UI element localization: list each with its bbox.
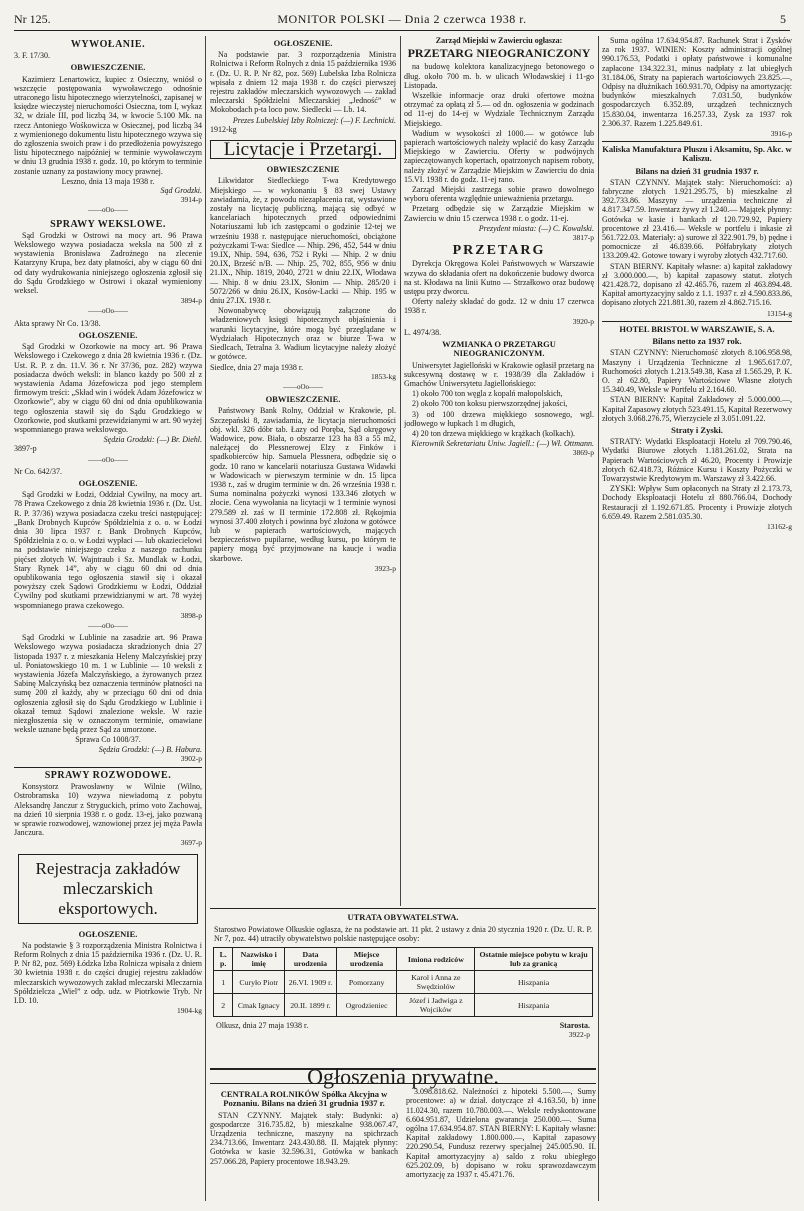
table-header: L. p.	[214, 948, 233, 971]
przetarg-p7: Oferty należy składać do godz. 12 w dniu 17 czerwca 1938 r.	[404, 297, 594, 316]
przetarg-p1: na budowę kolektora kanalizacyjnego betonowego o dług. około 700 m. b. w ulicach Włodawskiej i 11-go Listopada.	[404, 62, 594, 90]
table-cell: 26.VI. 1909 r.	[285, 971, 337, 994]
przetarg-p4: Zarząd Miejski zastrzega sobie prawo dowolnego wyboru oferenta względnie unieważnienia przetargu.	[404, 185, 594, 204]
weksel-ref-4: 3902-p	[180, 753, 202, 763]
centrala-heading: CENTRALA ROLNIKÓW Spółka Akcyjna w Poznaniu. Bilans na dzień 31 grudnia 1937 r.	[220, 1089, 388, 1109]
table-row	[214, 994, 593, 1017]
col4-intro: Suma ogólna 17.634.954.87. Rachunek Strat i Zysków za rok 1937. WINIEN: Koszty administracji ogólnej 990.176.53, Podatki i opłaty państwowe i komunalne zapłacone 134.322.31, minus nadpłaty z lat ubiegłych 31.184.06, Straty na papierach wartościowych 23.825.—, Odpisy na dłużnikach 160.931.70, Odpisy na amortyzację: budynków mieszkalnych 7.031.50, budynków gospodarczych 6.352.89, urządzeń technicznych 15.830.04, inwentarza 16.257.33, Zysk za 1937 rok 2.306.37. Razem 1.225.849.61.	[602, 36, 792, 128]
ogloszenie-ref: 1904-kg	[177, 1006, 202, 1016]
separator: ——oOo——	[282, 382, 324, 391]
column-2	[210, 36, 396, 906]
akta-ref: Akta sprawy Nr Co. 13/38.	[14, 318, 101, 328]
table-cell: Pomorzany	[336, 971, 397, 994]
przetarg-p5: Przetarg odbędzie się w Zarządzie Miejskim w Zawierciu w dniu 15 czerwca 1938 r. o godz. 11-ej.	[404, 204, 594, 223]
przetarg-p2: Wszelkie informacje oraz druki ofertowe można otrzymać za opłatą zł 5.— od dn. ogłoszenia w godzinach od 11-ej do 14-ej w Wydziale Technicznym Zarządu Miejskiego.	[404, 91, 594, 128]
rozwodowe-notice: Konsystorz Prawosławny w Wilnie (Wilno, Ostrobramska 10) wzywa niewiadomą z pobytu Aleksandrę Janczur z Stryguckich, primo voto Zachowaj, na dzień 10 sierpnia 1938 r. o godz. 13-ej, jako pozwaną w sprawie rozwodowej, wznowionej przez jej męża Pawła Janczura.	[14, 782, 202, 838]
przetarg-ref2: 3920-p	[572, 316, 594, 326]
table-cell: Karol i Anna ze Swędziołów	[397, 971, 475, 994]
utrata-footer	[216, 1021, 590, 1030]
table-cell: Cmak Ignacy	[233, 994, 285, 1017]
wzmianka-p10: 2) około 700 ton koksu pierwszorzędnej jakości,	[412, 399, 568, 409]
wzmianka-p12: 4) 20 ton drzewa miękkiego w krążkach (kolkach).	[412, 428, 576, 438]
weksel-sign-4: Sędzia Grodzki: (—) B. Habura.	[98, 744, 202, 754]
separator: ——oOo——	[87, 206, 129, 215]
wzmianka-p8: Uniwersytet Jagielloński w Krakowie ogłasił przetarg na sukcesywną dostawę w r. 1938/39 dla Zakładów i Gmachów Uniwersytetu Jagiellońskiego:	[404, 360, 594, 388]
table-header: Data urodzenia	[285, 948, 337, 971]
zyski-text: ZYSKI: Wpływ Sum opłaconych na Straty zł 2.173.73, Dochody Eksploatacji Hotelu zł 880.766.04, Dochody Restauracji zł 1.192.671.85. Procenty i Prowizje złotych 6.659.49. Razem 2.581.035.30.	[602, 484, 792, 521]
weksel-notice-4: Sąd Grodzki w Lublinie na zasadzie art. 96 Prawa Wekslowego wzywa posiadacza skradzionych dnia 27 listopada 1937 r. z mieszkania Heleny Malczyńskiej przy ul. Poniatowskiego 10 m. 1 w Lublinie — 10 weksli z wystawienia Józefa Malczyńskiego, a żyrowanych przez Sabinę Malczyńską bez oznaczenia terminów płatności na sumę 200 zł każdy, aby w przeciągu 60 dni od dnia ogłoszenia zgłosił się do Sądu Grodzkiego w Lublinie i okazał temuż Sądowi znalezione weksle. W razie niezgłoszenia się w oznaczonym terminie, omawiane weksle uznane będą przez Sąd za umorzone.	[14, 633, 202, 735]
col4-ref2: 13154-g	[767, 308, 792, 318]
weksel-sign-2: Sędzia Grodzki: (—) Br. Diehl.	[103, 435, 202, 445]
kaliska-bierny: STAN BIERNY. Kapitały własne: a) kapitał zakładowy zł 3.000.000.—, b) kapitał zapasowy statut. złotych 421.428.72, dopisano zł 42.465.76, razem zł 463.894.48. Kapitał amortyzacyjny saldo z 1.1. 1937 r. zł 4.590.833.86, dopisano złotych 221.881.30, razem zł 4.862.715.16.	[602, 261, 792, 308]
straty-text: STRATY: Wydatki Eksploatacji Hotelu zł 709.790.46, Wydatki Biurowe złotych 1.181.261.02, Strata na Papierach Wartościowych zł 46.20, Procenty i Prowizje złotych 62.418.73, Różnice Kursu i Koszty Pożyczki w Towarzystwie Kredytowym m. Warszawy zł 3.422.66.	[602, 437, 792, 483]
rozwodowe-heading: SPRAWY ROZWODOWE.	[14, 767, 202, 780]
ogloszenie-heading: OGŁOSZENIE.	[78, 928, 138, 939]
ogloszenia-columns	[210, 1087, 596, 1180]
col2-obw-text: Likwidator Siedleckiego T-wa Kredytowego Miejskiego — w wykonaniu § 83 swej Ustawy zawiadamia, że, z powodu niezapłacenia rat, wystawione zostały na licytację publiczną, mającą się odbyć w kancelariach hipotecznych przed odpowiednimi Notariuszami lub ich zastępcami o godzinie 12-tej we wrześniu 1938 r. następujące nieruchomości, obciążone pożyczkami T-wa: Siedlce — Nhip. 296, 452, 544 w dniu 19.IX, Nhip. 594, 636, 752 i Ryki — Nhip. 2 w dniu 20.IX, Brześć n/B. — Nhip. 25, 702, 855, 956 w dniu 21.IX., Nhip. 1819, 2040, 2721 w dniu 22.IX, Włodawa — Nhip. 8 w dniu 23.IX, Słonim — Nhip. 285/20 i 5072/266 w dniu 26.IX, Kosów-Lacki — Nhip. 195 w dniu 27.IX. 1938 r.	[210, 176, 396, 306]
rejestracja-title: Rejestracja zakładów mleczarskich eksportowych.	[35, 858, 181, 918]
notice-text: Kazimierz Lenartowicz, kupiec z Osieczny, wniósł o wszczęcie postępowania wywoławczego odnośnie utraconego listu hipotecznego wierzytelności, zapisanej w księdze wieczystej nieruchomości Osieczna, tom I, wykaz 32, w dziale III, pod liczbą 34, w kwocie 5.100 Mk. na rzecz Antoniego Wośkowicza w Osiecznej, pod liczbą 34 z wymienionego dokumentu listu hipotecznego wzywa się do zgłoszenia swoich praw i do przedłożenia powyższego listu hipotecznego najpóźniej w terminie wywoławczym w dniu 13 grudnia 1938 r. godz. 10, po którym to terminie zostanie uznany za postawiony mocy prawnej.	[14, 74, 202, 176]
table-cell: Józef i Jadwiga z Wojcików	[397, 994, 475, 1017]
table-cell: 1	[214, 971, 233, 994]
utrata-table	[213, 947, 593, 1017]
table-cell: Hiszpania	[475, 994, 593, 1017]
utrata-intro: Starostwo Powiatowe Olkuskie ogłasza, że na podstawie art. 11 pkt. 2 ustawy z dnia 20 stycznia 1920 r. (Dz. U. R. P. Nr 7, poz. 44) utraciły obywatelstwo polskie następujące osoby:	[214, 925, 592, 943]
column-4	[602, 36, 792, 1201]
straty-heading: Straty i Zyski.	[671, 424, 723, 435]
hotel-bierny: STAN BIERNY: Kapitał Zakładowy zł 5.000.000.—, Kapitał Zapasowy złotych 523.491.15, Kapitał Rezerwowy złotych 3.068.276.75, Wierzyciele zł 3.051.091.22.	[602, 395, 792, 423]
notice-signature: Sąd Grodzki.	[160, 186, 202, 196]
column-3	[404, 36, 594, 906]
kaliska-czynny: STAN CZYNNY. Majątek stały: Nieruchomości: a) fabryczne złotych 1.921.295.75, b) mieszkalne zł 392.733.86. Maszyny — urządzenia techniczne zł 4.817.347.59. Inwentarz żywy zł 1.240.— Majątek płynny: Gotówka w kasie i bankach zł 120.729.92, Papiery procentowe zł 23.416.— Weksle w portfelu i inkasie zł 561.722.03. Materiały: a) surowe zł 322.901.79, b) pędne i pomocnicze zł 46.839.66. Półfabrykaty złotych 133.209.42. Gotowe towary i wyroby złotych 432.717.60.	[602, 177, 792, 261]
rejestracja-box	[18, 854, 198, 924]
utrata-sign: Starosta.	[559, 1021, 590, 1030]
publication-title: MONITOR POLSKI — Dnia 2 czerwca 1938 r.	[277, 12, 527, 26]
kaliska-heading: Kaliska Manufaktura Pluszu i Aksamitu, Sp. Akc. w Kaliszu.	[602, 141, 792, 163]
col4-ref1: 3916-p	[770, 129, 792, 139]
przetarg-heading-2: PRZETARG	[452, 243, 546, 259]
wzmianka-p9: 1) około 700 ton węgla z kopalń małopolskich,	[412, 389, 563, 399]
centrala-column-2	[406, 1087, 596, 1180]
table-cell: 20.II. 1899 r.	[285, 994, 337, 1017]
col2b-ref: 3923-p	[374, 563, 396, 573]
col2-obw-text-2: Nowonabywcę obowiązują załączone do władzeniowych księgi hipotecznych objaśnienia i warunki licytacyjne, które mogą być przeglądane w Wydziałach Hipotecznych oraz w biurze T-wa w Siedlcach, Tetralna 3. Wadium licytacyjne należy złożyć w gotówce.	[210, 306, 396, 362]
weksel-ref-3: 3898-p	[180, 610, 202, 620]
col2-ref1: 1912-kg	[210, 124, 237, 134]
hotel-heading: HOTEL BRISTOL W WARSZAWIE, S. A.	[602, 321, 792, 334]
l-ref: L. 4974/38.	[404, 327, 442, 337]
table-header: Imiona rodziców	[397, 948, 475, 971]
weksel-notice-3: Sąd Grodzki w Łodzi, Oddział Cywilny, na mocy art. 78 Prawa Czekowego z dnia 28 kwietnia 1936 r. (Dz. Ust. R. P. 37/36) wzywa posiadacza czeku treści następującej: „Bank Drobnych Kupców Spółdzielnia z o. o. w Łodzi dnia 30 lipca 1937 r. Bank Drobnych Kupców, Spółdzielnia z o. o. w Łodzi wypłaci — lub okaziecielowi na podstawie niniejszego czeku z naszego rachunku pięćset złotych W. Wajntraub i Sz. Mundlak w Łodzi, Stary Rynek 14”, aby w ciągu 60 dni od dnia opublikowania tego ogłoszenia stawił się i okazał powyższy czek Sądowi Grodzkiemu w Łodzi, Oddział Cywilny pod skutkami przewidzianymi w art. 78 wyżej wspomnianego prawa czekowego.	[14, 490, 202, 610]
separator: ——oOo——	[87, 455, 129, 464]
wzmianka-ref: 3869-p	[572, 448, 594, 458]
sprawy-wekslowe-heading: SPRAWY WEKSLOWE.	[50, 218, 166, 230]
zarzad-intro: Zarząd Miejski w Zawierciu ogłasza:	[435, 36, 563, 45]
weksel-ref-1: 3894-p	[180, 296, 202, 306]
hotel-czynny: STAN CZYNNY: Nieruchomość złotych 8.106.958.98, Maszyny i Urządzenia Techniczne zł 1.965.617.07, Ruchomości złotych 1.213.549.38, Kasa zł 1.565.29, P. K. O. zł 62.80, Papiery Wartościowe Własne złotych 15.340.49, Weksle w Portfelu zł 2.164.60.	[602, 348, 792, 395]
col2-obw-heading: OBWIESZCZENIE	[266, 164, 340, 175]
column-rule	[400, 36, 401, 906]
table-header-row	[214, 948, 593, 971]
page-header	[14, 8, 790, 31]
ogloszenie-text: Na podstawie § 3 rozporządzenia Ministra Rolnictwa i Reform Rolnych z dnia 15 października 1936 r. (Dz. U. R. P. Nr 82, poz. 569) Łódzka Izba Rolnicza wpisała z dniem 30 kwietnia 1938 r. do części drugiej rejestru zakładów mleczarskich wywozowych zakład mleczarski Mleczarnia Spółdzielcza „Wiel” z odp. udz. w Piotrkowie Tryb. Nr I.D. 10.	[14, 940, 202, 1006]
przetarg-p6: Dyrekcja Okręgowa Kolei Państwowych w Warszawie wzywa do składania ofert na dokończenie budowy dworca na st. Kłodawa na linii Kutno — Strzałkowo oraz budowę ustępu przy dworcu.	[404, 259, 594, 297]
wywolanie-heading: WYWOŁANIE.	[70, 39, 146, 50]
col2-prezes: Prezes Lubelskiej Izby Rolniczej: (—) F. Lechnicki.	[232, 115, 396, 125]
case-ref: 3. F. 17/30.	[14, 51, 51, 61]
separator: ——oOo——	[87, 621, 129, 630]
hotel-bilans: Bilans netto za 1937 rok.	[652, 336, 742, 347]
weksel-akta-4: Sprawa Co 1008/37.	[75, 735, 141, 745]
table-cell: Hiszpania	[475, 971, 593, 994]
przetarg-ref1: 3817-p	[572, 233, 594, 243]
nr-co: Nr Co. 642/37.	[14, 466, 62, 476]
col2b-obw-text: Państwowy Bank Rolny, Oddział w Krakowie, pl. Szczepański 8, zawiadamia, że licytacja nieruchomości obj. wkl. 326 dóbr tab. Łazy od Poręba, Sąd okręgowy Wadowice, pow. Biała, o obszarze 123 ha 83 a 55 m2, należącej do Plessnerowej Elzy z Finków i spadkobierców hip. Samuela Plessnera, odbędzie się o godz. 10 rano w kancelarii notariusza Gustawa Widawki w Wadowicach w pierwszym terminie w dn. 15 lipca 1938 r., zaś w drugim terminie w dn. 26 września 1938 r. Suma nominalna pożyczki wynosi 133.346 złotych w złocie. Cena wywołania na licytacji w 1 terminie wynosi 279.589 zł. zaś w II terminie 172.808 zł. Rękojmia wynosi 37.400 złotych i powinna być złożona w gotówce lub w papierach wartościowych, mających bezpieczeństwo pupilarne, według kursu, po którym te papiery mogą być przyjmowane na kaucje i wadia skarbowe.	[210, 406, 396, 563]
page-number: 5	[780, 12, 786, 26]
table-row	[214, 971, 593, 994]
wzmianka-p11: 3) od 100 drzewa miękkiego sosnowego, wgl. jodłowego w łupkach 1 m długich,	[404, 409, 594, 428]
weksel-notice-1: Sąd Grodzki w Ostrowi na mocy art. 96 Prawa Wekslowego wzywa posiadacza weksla na 500 zł z wystawienia Bronisława Zadrożnego na zlecenie Katarzyny Krupa, bez daty płatności, aby w ciągu 60 dni od daty wydrukowania niniejszego ogłoszenia zgłosił się do Sądu Grodzkiego w Ostrowi i okazał wymieniony weksel.	[14, 230, 202, 296]
przetarg-heading-1: PRZETARG NIEOGRANICZONY	[407, 46, 591, 61]
issue-number: Nr 125.	[14, 12, 51, 26]
notice-ref: 3914-p	[180, 195, 202, 205]
kaliska-bilans: Bilans na dzień 31 grudnia 1937 r.	[635, 165, 759, 176]
ogloszenia-prywatne-banner: Ogłoszenia prywatne.	[210, 1068, 596, 1084]
centrala-column	[210, 1087, 398, 1180]
column-1	[14, 36, 202, 1201]
prezydent-sign: Prezydent miasta: (—) C. Kowalski.	[478, 223, 594, 233]
wzmianka-heading: WZMIANKA O PRZETARGU NIEOGRANICZONYM.	[442, 339, 556, 359]
table-header: Miejsce urodzenia	[336, 948, 397, 971]
table-cell: 2	[214, 994, 233, 1017]
col2-place: Siedlce, dnia 27 maja 1938 r.	[210, 362, 304, 372]
weksel-heading-3: OGŁOSZENIE.	[78, 477, 138, 488]
col2-ogloszenie-text: Na podstawie par. 3 rozporządzenia Ministra Rolnictwa i Reform Rolnych z dnia 15 października 1936 r. (Dz. U. R. P. Nr 82, poz. 569) Lubelska Izba Rolnicza wpisała z dniem 12 maja 1938 r. do części pierwszej rejestru zakładów mleczarskich wywozowych — zakład mleczarski Spółdzielni Mleczarskiej „Jedność” w Mokobodach p-ta loco pow. Siedlecki — Lb. 14.	[210, 50, 396, 115]
kierownik-sign: Kierownik Sekretariatu Uniw. Jagiell.: (—) Wł. Ottmann.	[411, 439, 594, 449]
rozwodowe-ref: 3697-p	[180, 838, 202, 848]
licytacje-banner: Licytacje i Przetargi.	[210, 140, 396, 159]
utrata-heading: UTRATA OBYWATELSTWA.	[347, 912, 459, 922]
table-cell: Curyło Piotr	[233, 971, 285, 994]
weksel-notice-2: Sąd Grodzki w Ozorkowie na mocy art. 96 Prawa Wekslowego i Czekowego z dnia 28 kwietnia 1936 r. (Dz. Ust. R. P. z dn. 11.V. 36 r. Nr 37/36, poz. 282) wzywa posiadacza dwóch weksli: in blanco każdy po 500 zł z wystawienia Adama Józefowicza pod jego stemplem firmowym treści: „Skład win i wódek Adam Józefowicz w Ozorkowie”, aby w ciągu 60 dni od dnia opublikowania tego ogłoszenia stawił się do Sądu Grodzkiego w Ozorkowie, pod skutkami przewidzianymi w art. 90 wyżej wspomnianego prawa wekslowego.	[14, 342, 202, 434]
table-cell: Ogrodzieniec	[336, 994, 397, 1017]
utrata-ref: 3922-p	[568, 1030, 590, 1039]
weksel-heading-2: OGŁOSZENIE.	[78, 329, 138, 340]
col2-ogloszenie-heading: OGŁOSZENIE.	[273, 38, 333, 48]
column-rule	[205, 36, 206, 1201]
centrala-right-text: 3.098.818.62. Należności z hipoteki 5.500.—, Sumy procentowe: a) w dział. dotyczące zł 4.163.50, b) inne 11.024.30, razem 10.780.003.—. Weksle redyskontowane 6.604.951.87, Udzielona gwarancja 250.000.—. Suma ogólna 17.634.954.87. STAN BIERNY: I. Kapitały własne: Kapitał zakładowy 1.800.000.—, Kapitał zapasowy 220.290.54, Fundusz rezerwy specjalnej 245.005.90. II. Kapitał amortyzacyjny a) saldo z roku ubiegłego 625.202.09, b) dopisano w roku sprawozdawczym amortyzację za 1937 r. 45.471.76.	[406, 1087, 596, 1180]
przetarg-p3: Wadium w wysokości zł 1000.— w gotówce lub papierach wartościowych należy wpłacić do kasy Zarządu Miejskiego w Zawierciu. Oferty w podwójnych zapieczętowanych kopertach, opatrzonych napisem roboty, należy złożyć w Zarządzie Miejskim w Zawierciu do dnia 15.VI. 1938 r. do godz. 11-ej rano.	[404, 128, 594, 184]
utrata-date: Olkusz, dnia 27 maja 1938 r.	[216, 1021, 309, 1030]
col4-ref3: 13162-g	[767, 521, 792, 531]
table-header: Nazwisko i imię	[233, 948, 285, 971]
ogloszenia-block	[210, 1068, 596, 1203]
centrala-text: STAN CZYNNY. Majątek stały: Budynki: a) gospodarcze 316.735.82, b) mieszkalne 938.067.47, Urządzenia techniczne, maszyny na spichrzach 234.713.66, Inwentarz 243.430.88. II. Majątek płynny: Gotówka w kasie 32.596.31, Gotówka w bankach 257.066.28, Papiery procentowe 18.943.29.	[210, 1110, 398, 1166]
column-rule	[598, 36, 599, 1201]
notice-place: Leszno, dnia 13 maja 1938 r.	[61, 176, 155, 186]
col2-ref2: 1853-kg	[371, 371, 396, 381]
col2b-obw-heading: OBWIESZCZENIE.	[265, 394, 341, 405]
separator: ——oOo——	[87, 307, 129, 316]
weksel-ref-2: 3897-p	[14, 444, 37, 454]
table-header: Ostatnie miejsce pobytu w kraju lub za granicą	[475, 948, 593, 971]
notice-heading: OBWIESZCZENIE.	[70, 62, 146, 73]
